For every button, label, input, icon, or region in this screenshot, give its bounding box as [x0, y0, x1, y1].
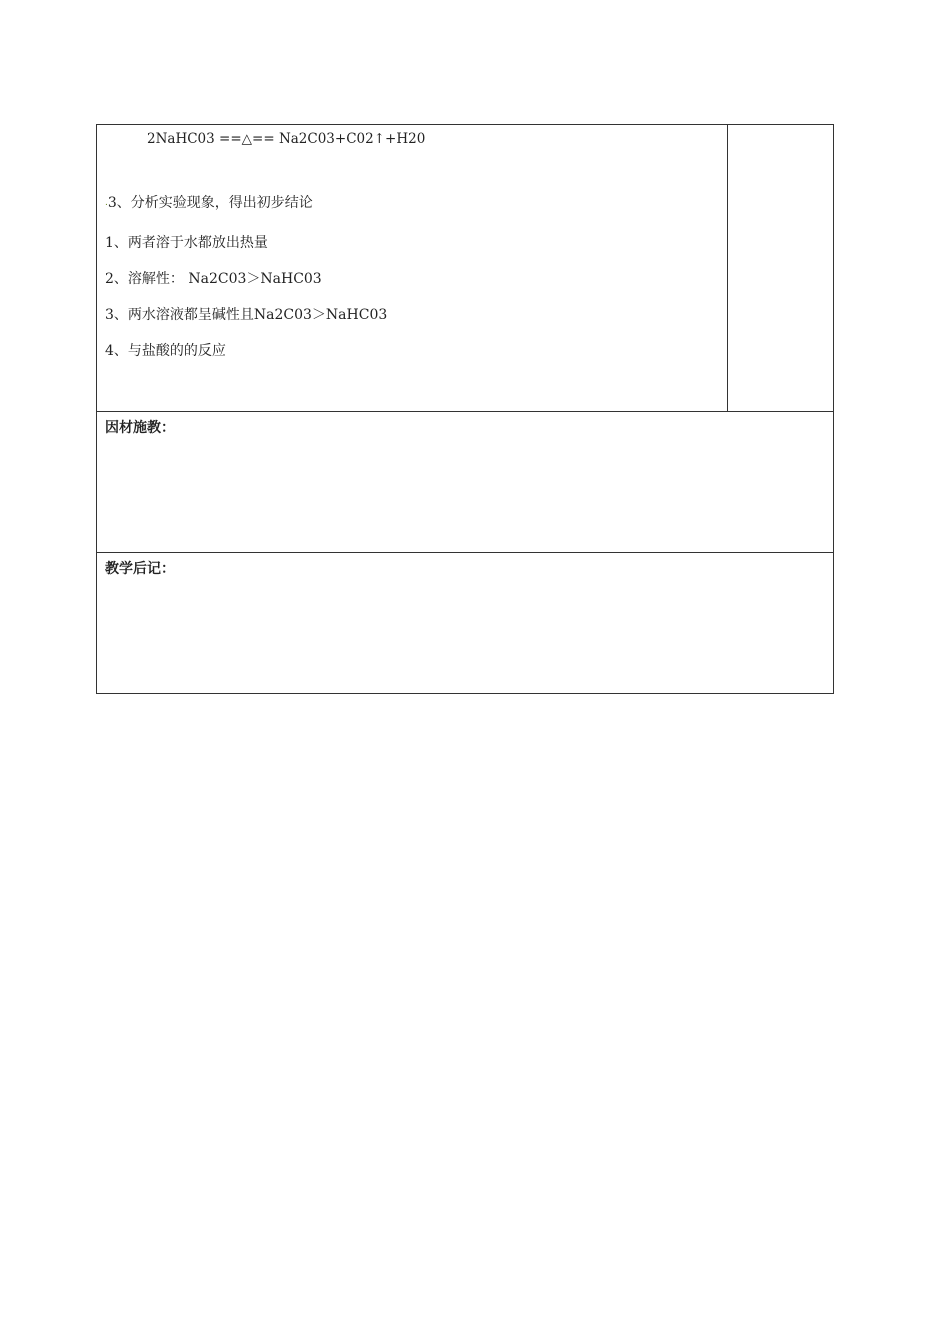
heading-marker: .: [105, 198, 108, 208]
reaction-formula: 2NaHC03 ==△== Na2C03+C02↑+H20: [147, 131, 426, 147]
conclusion-item: 4、与盐酸的的反应: [105, 343, 226, 359]
teaching-notes-row: [97, 553, 833, 693]
content-row: [97, 125, 833, 412]
lesson-table: [96, 124, 834, 694]
conclusion-item: 3、两水溶液都呈碱性且Na2C03＞NaHC03: [105, 307, 388, 323]
teaching-notes-label: 教学后记：: [105, 561, 175, 577]
section-heading-text: 3、分析实验现象，得出初步结论: [107, 195, 313, 211]
adaptive-teaching-row: [97, 412, 833, 553]
side-cell: [728, 125, 833, 411]
adaptive-teaching-label: 因材施教：: [105, 420, 175, 436]
content-cell: [97, 125, 728, 411]
conclusion-item: 2、溶解性： Na2C03＞NaHC03: [105, 271, 322, 287]
section-heading: [105, 194, 313, 212]
conclusion-item: 1、两者溶于水都放出热量: [105, 235, 268, 251]
